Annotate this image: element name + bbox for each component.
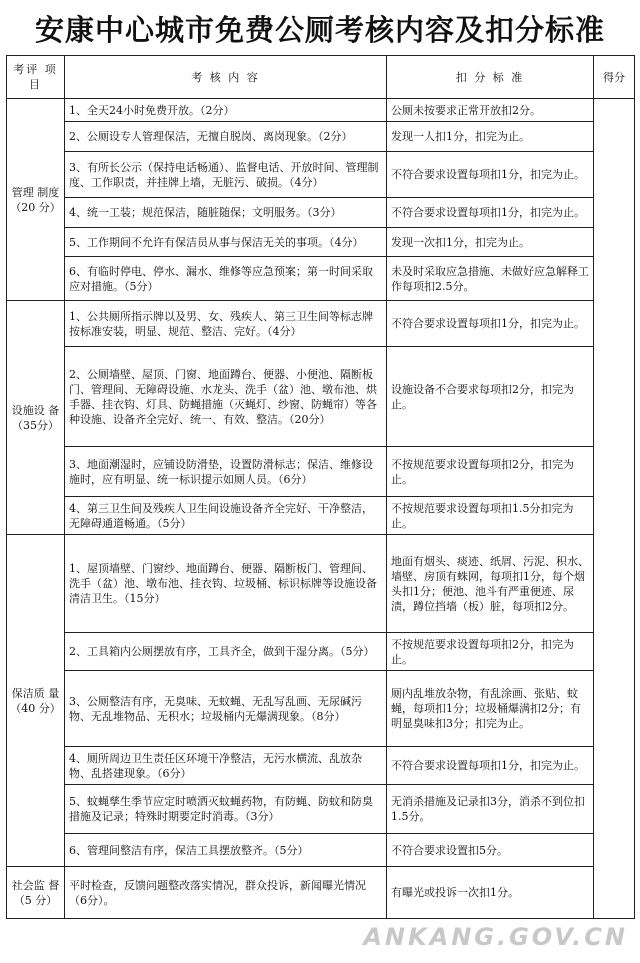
document-title: 安康中心城市免费公厕考核内容及扣分标准 — [34, 13, 605, 47]
content-cell: 1、屋顶墙壁、门窗纱、地面蹲台、便器、隔断板门、管理间、洗手（盆）池、墩布池、挂衣钩、垃圾桶、标识标牌等设施设备清洁卫生。（15分） — [65, 535, 387, 633]
content-cell: 2、公厕设专人管理保洁，无擅自脱岗、离岗现象。（2分） — [65, 122, 387, 152]
header-deduct: 扣 分 标 准 — [387, 56, 594, 99]
category-cell: 设施设 备 （35分） — [7, 301, 65, 535]
header-score: 得分 — [594, 56, 635, 99]
deduct-cell: 不按规范要求设置每项扣2分，扣完为止。 — [387, 447, 594, 497]
category-cell: 管理 制度 （20 分） — [7, 99, 65, 301]
deduct-cell: 无消杀措施及记录扣3分，消杀不到位扣1.5分。 — [387, 785, 594, 834]
deduct-cell: 不符合要求设置每项扣1分，扣完为止。 — [387, 747, 594, 785]
table-row — [7, 633, 635, 671]
content-cell: 3、公厕整洁有序，无臭味、无蚊蝇、无乱写乱画、无尿碱污物、无乱堆物品、无积水；垃圾桶内无爆满现象。（8分） — [65, 671, 387, 747]
header-row — [7, 56, 635, 99]
deduct-cell: 不按规范要求设置每项扣1.5分扣完为止。 — [387, 497, 594, 535]
score-cell — [594, 99, 635, 919]
table-row — [7, 747, 635, 785]
content-cell: 4、厕所周边卫生责任区环境干净整洁，无污水横流、乱放杂物、乱搭建现象。（6分） — [65, 747, 387, 785]
deduct-cell: 发现一人扣1分，扣完为止。 — [387, 122, 594, 152]
header-item: 考评 项目 — [7, 56, 65, 99]
table-row — [7, 867, 635, 919]
category-cell: 社会监 督（5 分） — [7, 867, 65, 919]
table-row — [7, 497, 635, 535]
content-cell: 5、蚊蝇孳生季节应定时喷洒灭蚊蝇药物，有防蝇、防蚊和防臭措施及记录；特殊时期要定时消毒。（3分） — [65, 785, 387, 834]
content-cell: 1、公共厕所指示牌以及男、女、残疾人、第三卫生间等标志牌按标准安装，明显、规范、整洁、完好。（4分） — [65, 301, 387, 347]
category-cell: 保洁质 量（40 分） — [7, 535, 65, 867]
content-cell: 3、有所长公示（保持电话畅通）、监督电话、开放时间、管理制度、工作职责，并挂牌上墙，无脏污、破损。（4分） — [65, 152, 387, 198]
table-row — [7, 447, 635, 497]
deduct-cell: 不符合要求设置扣5分。 — [387, 834, 594, 867]
table-row — [7, 535, 635, 633]
table-row — [7, 198, 635, 228]
watermark: ANKANG.GOV.CN — [363, 923, 628, 951]
table-row — [7, 257, 635, 301]
content-cell: 3、地面潮湿时，应铺设防滑垫，设置防滑标志；保洁、维修设施时，应有明显、统一标识提示如厕人员。（6分） — [65, 447, 387, 497]
content-cell: 2、工具箱内公厕摆放有序，工具齐全，做到干湿分离。（5分） — [65, 633, 387, 671]
deduct-cell: 不符合要求设置每项扣1分，扣完为止。 — [387, 301, 594, 347]
assessment-table — [6, 55, 635, 919]
deduct-cell: 厕内乱堆放杂物，有乱涂画、张贴、蚊蝇，每项扣1分；垃圾桶爆满扣2分；有明显臭味扣3分；扣完为止。 — [387, 671, 594, 747]
table-row — [7, 122, 635, 152]
table-body — [7, 99, 635, 919]
deduct-cell: 不符合要求设置每项扣1分，扣完为止。 — [387, 152, 594, 198]
content-cell: 6、有临时停电、停水、漏水、维修等应急预案；第一时间采取应对措施。（5分） — [65, 257, 387, 301]
content-cell: 4、统一工装；规范保洁，随脏随保；文明服务。（3分） — [65, 198, 387, 228]
table-row — [7, 785, 635, 834]
deduct-cell: 有曝光或投诉一次扣1分。 — [387, 867, 594, 919]
table-row — [7, 152, 635, 198]
content-cell: 4、第三卫生间及残疾人卫生间设施设备齐全完好、干净整洁，无障碍通道畅通。（5分） — [65, 497, 387, 535]
table-row — [7, 834, 635, 867]
content-cell: 平时检查，反馈问题整改落实情况，群众投诉，新闻曝光情况（6分）。 — [65, 867, 387, 919]
deduct-cell: 未及时采取应急措施、未做好应急解释工作每项扣2.5分。 — [387, 257, 594, 301]
table-row — [7, 301, 635, 347]
deduct-cell: 发现一次扣1分，扣完为止。 — [387, 228, 594, 257]
deduct-cell: 不符合要求设置每项扣1分，扣完为止。 — [387, 198, 594, 228]
table-row — [7, 347, 635, 447]
deduct-cell: 设施设备不合要求每项扣2分，扣完为止。 — [387, 347, 594, 447]
header-content: 考 核 内 容 — [65, 56, 387, 99]
content-cell: 6、管理间整洁有序，保洁工具摆放整齐。（5分） — [65, 834, 387, 867]
deduct-cell: 不按规范要求设置每项扣2分，扣完为止。 — [387, 633, 594, 671]
deduct-cell: 地面有烟头、痰迹、纸屑、污泥、积水、墙壁、房顶有蛛网，每项扣1分，每个烟头扣1分；便池、池斗有严重便迹、尿渍，蹲位挡墙（板）脏，每项扣2分。 — [387, 535, 594, 633]
table-row — [7, 228, 635, 257]
table-row — [7, 671, 635, 747]
table-row — [7, 99, 635, 122]
content-cell: 5、工作期间不允许有保洁员从事与保洁无关的事项。（4分） — [65, 228, 387, 257]
content-cell: 1、全天24小时免费开放。（2分） — [65, 99, 387, 122]
deduct-cell: 公厕未按要求正常开放扣2分。 — [387, 99, 594, 122]
content-cell: 2、公厕墙壁、屋顶、门窗、地面蹲台、便器、小便池、隔断板门、管理间、无障碍设施、水龙头、洗手（盆）池、墩布池、烘手器、挂衣钩、灯具、防蝇措施（灭蝇灯、纱窗、防蝇帘）等各种设施、设备齐全完好、统一、有效、整洁。（20分） — [65, 347, 387, 447]
